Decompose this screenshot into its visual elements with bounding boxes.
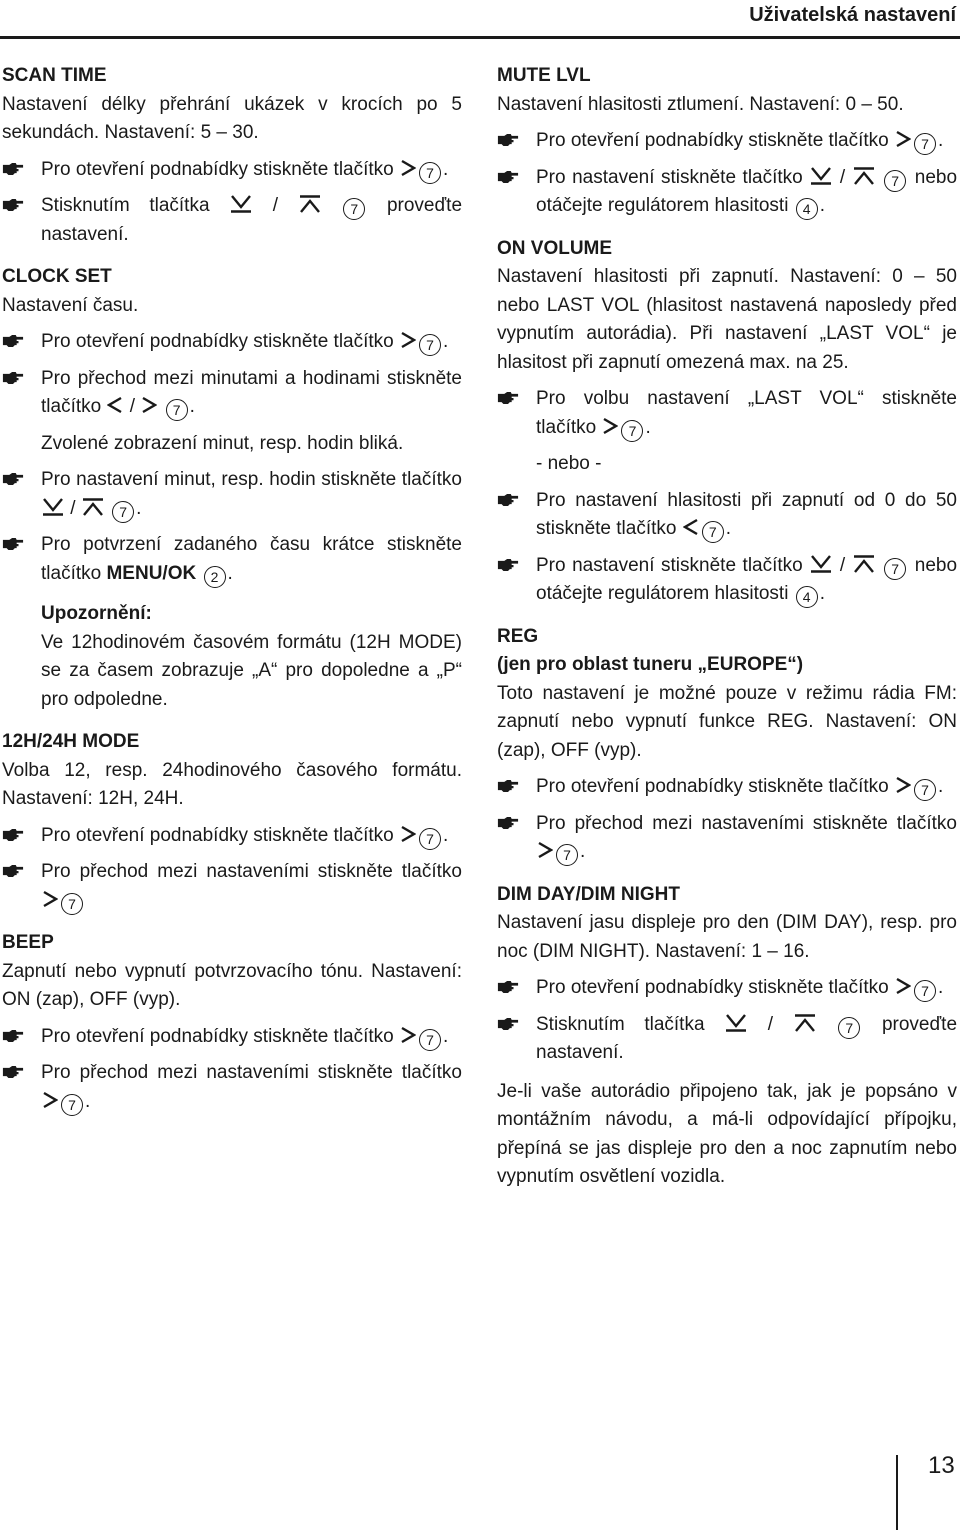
key-number: 7 [419, 334, 441, 356]
key-number: 7 [884, 170, 906, 192]
key-number: 2 [204, 566, 226, 588]
note-label: Upozornění: [41, 603, 152, 624]
key-number: 7 [914, 980, 936, 1002]
step-onvol-set: Pro nastavení stiskněte tlačítko / 7 nebo otáčejte regulátorem hlasitosti 4 . [497, 552, 957, 609]
key-number: 7 [419, 162, 441, 184]
key-number: 7 [556, 844, 578, 866]
pointing-hand-icon [2, 371, 24, 385]
key-number: 7 [419, 1029, 441, 1051]
page-number: 13 [928, 1452, 955, 1479]
step-reg-switch: Pro přechod mezi nastaveními stiskněte tlačítko 7 . [497, 810, 957, 867]
pointing-hand-icon [2, 472, 24, 486]
pointing-hand-icon [2, 162, 24, 176]
section-desc-on-volume: Nastavení hlasitosti při zapnutí. Nastavení: 0 – 50 nebo LAST VOL (hlasitost nastavená naposledy před vypnutím autorádia). Při nastavení „LAST VOL“ je hlasitost při zapnutí omezená max. na 25. [497, 266, 957, 373]
pointing-hand-icon [2, 864, 24, 878]
chevron-right-icon [400, 331, 416, 349]
chevron-right-icon [400, 159, 416, 177]
section-subtitle-reg: (jen pro oblast tuneru „EUROPE“) [497, 654, 804, 675]
section-title-reg: REG [497, 625, 539, 647]
key-number: 7 [702, 521, 724, 543]
step-scan-time-open: Pro otevření podnabídky stiskněte tlačítko 7 . [2, 156, 462, 185]
header-divider [0, 36, 960, 39]
key-number: 7 [61, 893, 83, 915]
left-column [2, 62, 462, 1116]
step-onvol-last: Pro volbu nastavení „LAST VOL“ stiskněte tlačítko 7 . [497, 385, 957, 442]
section-desc-mute-lvl: Nastavení hlasitosti ztlumení. Nastavení: 0 – 50. [497, 93, 904, 115]
key-number: 7 [61, 1094, 83, 1116]
pointing-hand-icon [497, 170, 519, 184]
pointing-hand-icon [497, 558, 519, 572]
clock-note [2, 600, 462, 714]
chevron-right-icon [400, 825, 416, 843]
pointing-hand-icon [497, 1017, 519, 1031]
section-desc-reg: Toto nastavení je možné pouze v režimu rádia FM: zapnutí nebo vypnutí funkce REG. Nastavení: ON (zap), OFF (vyp). [497, 682, 957, 761]
clock-blink-info: Zvolené zobrazení minut, resp. hodin bliká. [41, 432, 404, 454]
pointing-hand-icon [497, 493, 519, 507]
key-number: 7 [112, 501, 134, 523]
key-number: 7 [884, 558, 906, 580]
key-number: 7 [621, 420, 643, 442]
up-arrow-icon [794, 1014, 816, 1032]
section-desc-dim: Nastavení jasu displeje pro den (DIM DAY), resp. pro noc (DIM NIGHT). Nastavení: 1 – 16. [497, 912, 957, 962]
header-title: Uživatelská nastavení [749, 4, 956, 26]
step-onvol-range: Pro nastavení hlasitosti při zapnutí od 0 do 50 stiskněte tlačítko 7 . [497, 487, 957, 544]
step-dim-open: Pro otevření podnabídky stiskněte tlačítko 7 . [497, 974, 957, 1003]
chevron-right-icon [602, 417, 618, 435]
right-column [497, 62, 957, 1192]
chevron-right-icon [537, 841, 553, 859]
section-title-clock-set: CLOCK SET [2, 266, 112, 287]
step-clock-confirm: Pro potvrzení zadaného času krátce stiskněte tlačítko MENU/OK 2 . [2, 531, 462, 588]
section-title-on-volume: ON VOLUME [497, 237, 613, 259]
chevron-right-icon [895, 977, 911, 995]
pointing-hand-icon [497, 133, 519, 147]
pointing-hand-icon [2, 198, 24, 212]
pointing-hand-icon [2, 334, 24, 348]
section-desc-beep: Zapnutí nebo vypnutí potvrzovacího tónu. Nastavení: ON (zap), OFF (vyp). [2, 960, 462, 1010]
up-arrow-icon [853, 167, 875, 185]
key-number: 7 [914, 133, 936, 155]
down-arrow-icon [230, 195, 252, 213]
chevron-right-icon [895, 776, 911, 794]
key-number: 4 [796, 198, 818, 220]
section-desc-scan-time: Nastavení délky přehrání ukázek v krocích po 5 sekundách. Nastavení: 5 – 30. [2, 93, 462, 143]
section-title-dim: DIM DAY/DIM NIGHT [497, 883, 680, 905]
down-arrow-icon [810, 555, 832, 573]
step-beep-switch: Pro přechod mezi nastaveními stiskněte tlačítko 7 . [2, 1059, 462, 1116]
step-mute-set: Pro nastavení stiskněte tlačítko / 7 nebo otáčejte regulátorem hlasitosti 4 . [497, 164, 957, 221]
chevron-right-icon [400, 1026, 416, 1044]
pointing-hand-icon [2, 1065, 24, 1079]
section-title-12h-24h: 12H/24H MODE [2, 731, 140, 752]
dim-paragraph: Je-li vaše autorádio připojeno tak, jak je popsáno v montážním návodu, a má-li odpovídající přípojku, přepíná se jas displeje pro den a noc zapnutím nebo vypnutím osvětlení vozidla. [497, 1080, 957, 1187]
pointing-hand-icon [2, 537, 24, 551]
page-header [0, 0, 960, 40]
key-number: 7 [419, 828, 441, 850]
up-arrow-icon [82, 498, 104, 516]
chevron-right-icon [42, 890, 58, 908]
menu-ok-key: MENU/OK [106, 562, 197, 584]
step-mute-open: Pro otevření podnabídky stiskněte tlačítko 7 . [497, 127, 957, 156]
pointing-hand-icon [497, 779, 519, 793]
section-title-beep: BEEP [2, 932, 54, 953]
key-number: 7 [914, 779, 936, 801]
or-separator: - nebo - [536, 453, 602, 474]
pointing-hand-icon [2, 1029, 24, 1043]
section-desc-clock-set: Nastavení času. [2, 294, 139, 316]
pointing-hand-icon [497, 391, 519, 405]
key-number: 4 [796, 586, 818, 608]
note-text: Ve 12hodinovém časovém formátu (12H MODE) se za časem zobrazuje „A“ pro dopoledne a „P“ pro odpoledne. [41, 631, 462, 710]
step-beep-open: Pro otevření podnabídky stiskněte tlačítko 7 . [2, 1023, 462, 1052]
step-scan-time-set: Stisknutím tlačítka / 7 proveďte nastavení. [2, 192, 462, 249]
key-number: 7 [838, 1017, 860, 1039]
up-arrow-icon [853, 555, 875, 573]
step-mode-open: Pro otevření podnabídky stiskněte tlačítko 7 . [2, 822, 462, 851]
step-reg-open: Pro otevření podnabídky stiskněte tlačítko 7 . [497, 773, 957, 802]
up-arrow-icon [299, 195, 321, 213]
section-title-mute-lvl: MUTE LVL [497, 65, 591, 86]
down-arrow-icon [725, 1014, 747, 1032]
down-arrow-icon [42, 498, 64, 516]
chevron-right-icon [42, 1091, 58, 1109]
key-number: 7 [343, 198, 365, 220]
step-clock-set: Pro nastavení minut, resp. hodin stiskněte tlačítko / 7 . [2, 466, 462, 523]
chevron-left-icon [683, 518, 699, 536]
step-clock-open: Pro otevření podnabídky stiskněte tlačítko 7 . [2, 328, 462, 357]
step-clock-switch: Pro přechod mezi minutami a hodinami stiskněte tlačítko / 7 . [2, 365, 462, 422]
section-title-scan-time: SCAN TIME [2, 65, 107, 86]
key-number: 7 [166, 399, 188, 421]
footer-divider [896, 1455, 898, 1530]
step-dim-set: Stisknutím tlačítka / 7 proveďte nastavení. [497, 1011, 957, 1068]
pointing-hand-icon [2, 828, 24, 842]
pointing-hand-icon [497, 980, 519, 994]
step-mode-switch: Pro přechod mezi nastaveními stiskněte tlačítko 7 [2, 858, 462, 915]
chevron-left-icon [107, 396, 123, 414]
down-arrow-icon [810, 167, 832, 185]
chevron-right-icon [141, 396, 157, 414]
chevron-right-icon [895, 130, 911, 148]
section-desc-12h-24h: Volba 12, resp. 24hodinového časového formátu. Nastavení: 12H, 24H. [2, 759, 462, 809]
pointing-hand-icon [497, 816, 519, 830]
